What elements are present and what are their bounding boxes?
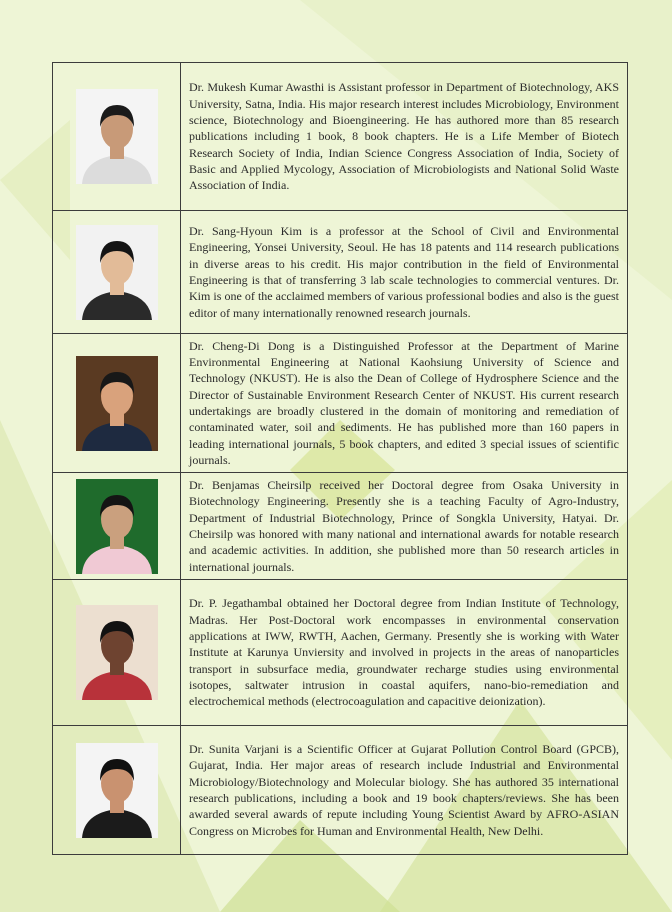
bio-row [53, 334, 628, 473]
bio-text: Dr. Mukesh Kumar Awasthi is Assistant professor in Department of Biotechnology, AKS University, Satna, India. His major research interest includes Microbiology, Environment science, Biotechnology and Bioengineering. He has authored more than 85 research publications including 1 book, 8 book chapters. He is a Life Member of Biotech Research Society of India, Indian Science Congress Association of India, Society of Basic and Applied Mycology, Association of Microbiologists and National Solid Waste Association of India. [181, 63, 628, 211]
photo-cell [53, 211, 181, 334]
portrait-photo [76, 89, 158, 184]
portrait-photo [76, 743, 158, 838]
bio-text: Dr. Cheng-Di Dong is a Distinguished Professor at the Department of Marine Environmental Engineering at National Kaohsiung University of Science and Technology (NKUST). He is also the Dean of College of Hydrosphere Science and the Director of Sustainable Environment Research Center of NKUST. His current research undertakings are broadly clustered in the domain of monitoring and remediation of contaminated water, soil and sediments. He has published more than 160 papers in leading international journals, 5 book chapters, and edited 3 special issues of scientific journals. [181, 334, 628, 473]
photo-cell [53, 473, 181, 580]
bio-row [53, 211, 628, 334]
bio-row [53, 580, 628, 726]
bio-text: Dr. Sang-Hyoun Kim is a professor at the School of Civil and Environmental Engineering, Yonsei University, Seoul. He has 18 patents and 114 research publications in diverse areas to his credit. His major contribution in the field of Environmental Engineering is that of transferring 3 lab scale technologies to commercial ventures. Dr. Kim is one of the acclaimed members of various professional bodies and also is the guest editor of many internationally renowned research journals. [181, 211, 628, 334]
bio-row [53, 473, 628, 580]
bio-row [53, 726, 628, 855]
bio-text: Dr. Benjamas Cheirsilp received her Doctoral degree from Osaka University in Biotechnology Engineering. Presently she is a teaching Faculty of Agro-Industry, Department of Industrial Biotechnology, Prince of Songkla University, Hatyai. Dr. Cheirsilp was honored with many national and international awards for notable research and academic activities. In addition, she published more than 50 research articles in international journals. [181, 473, 628, 580]
portrait-photo [76, 356, 158, 451]
bio-row [53, 63, 628, 211]
photo-cell [53, 726, 181, 855]
portrait-photo [76, 479, 158, 574]
faculty-bio-table [52, 62, 628, 855]
photo-cell [53, 580, 181, 726]
portrait-photo [76, 605, 158, 700]
portrait-photo [76, 225, 158, 320]
bio-text: Dr. P. Jegathambal obtained her Doctoral degree from Indian Institute of Technology, Madras. Her Post-Doctoral work encompasses in environmental conservation applications at IWW, RWTH, Aachen, Germany. Presently she is working with Water Institute at Karunya Unviersity and involved in projects in the areas of nanoparticles transport in subsurface media, groundwater recharge studies using environmental isotopes, saltwater intrusion in coastal aquifers, nano-bio-remediation and electrochemical methods (electrocoagulation and capacitive deionization). [181, 580, 628, 726]
photo-cell [53, 63, 181, 211]
photo-cell [53, 334, 181, 473]
bio-text: Dr. Sunita Varjani is a Scientific Officer at Gujarat Pollution Control Board (GPCB), Gujarat, India. Her major areas of research include Industrial and Environmental Microbiology/Biotechnology and Molecular biology. She has authored 35 international research publications, including a book and 19 book chapters/reviews. She has been awarded several awards of repute including Young Scientist Award by AFRO-ASIAN Congress on Microbes for Human and Environmental Health, New Delhi. [181, 726, 628, 855]
